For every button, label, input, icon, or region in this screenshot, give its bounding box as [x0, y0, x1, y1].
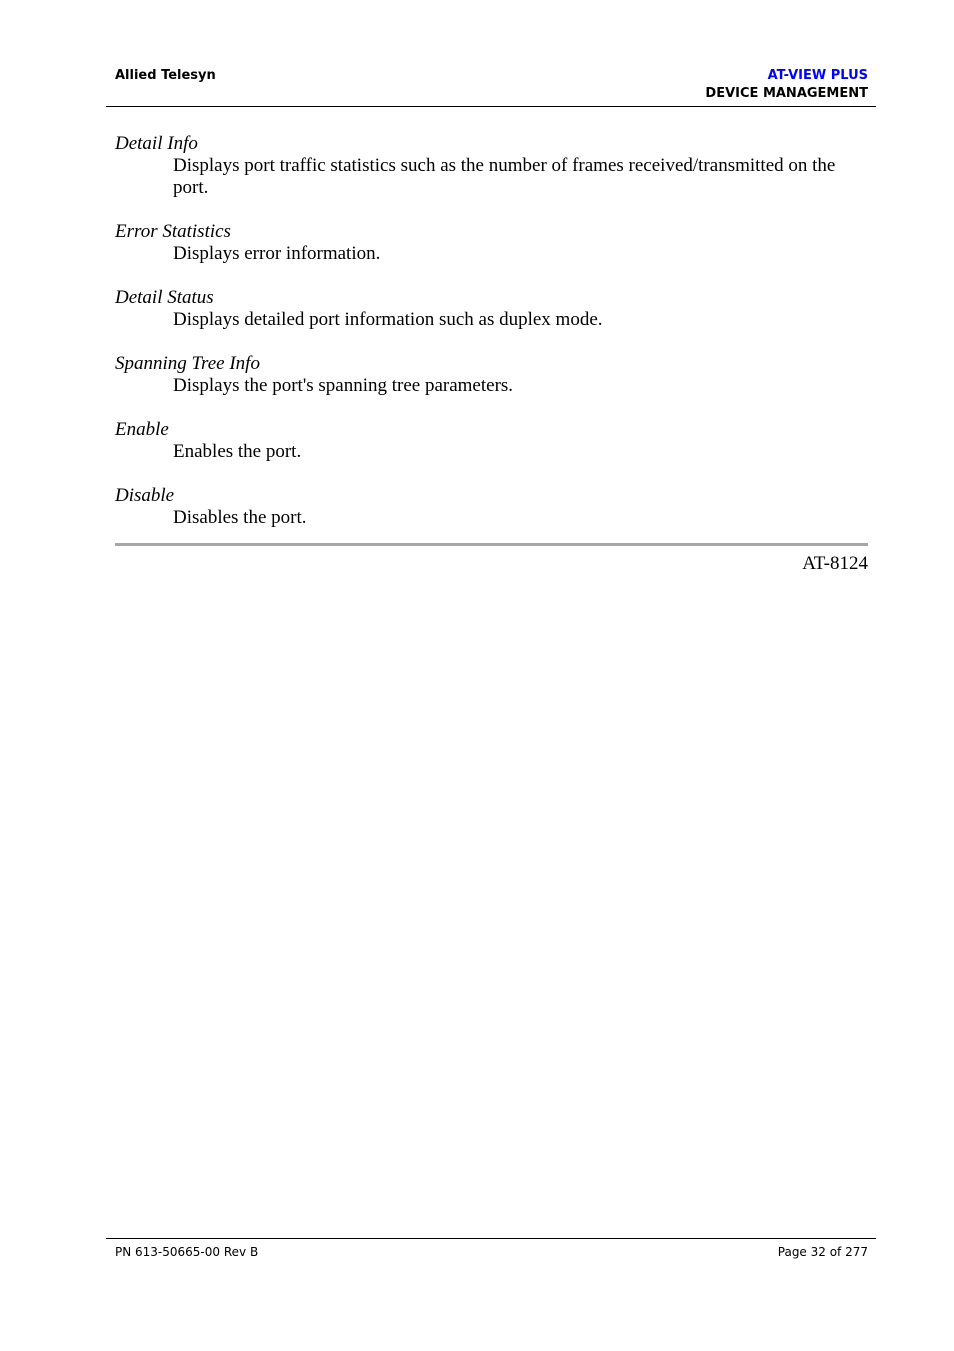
header-product: AT-VIEW PLUS — [767, 68, 868, 83]
definition-entry-enable — [115, 419, 868, 463]
header-title-block — [705, 67, 868, 103]
definition-term: Detail Status — [115, 287, 214, 308]
definition-description: Displays error information. — [173, 243, 381, 264]
footer-page-number: Page 32 of 277 — [777, 1245, 868, 1259]
definition-entry-detail-info — [115, 133, 868, 199]
definition-term: Enable — [115, 419, 169, 440]
footer-divider — [106, 1238, 876, 1239]
header-section: DEVICE MANAGEMENT — [705, 86, 868, 101]
header-company: Allied Telesyn — [115, 68, 216, 83]
definition-description: Enables the port. — [173, 441, 302, 462]
definition-entry-error-statistics — [115, 221, 868, 265]
definition-description: Displays the port's spanning tree parameters. — [173, 375, 514, 396]
definition-term: Disable — [115, 485, 175, 506]
definition-list — [115, 133, 868, 551]
definition-description: Displays port traffic statistics such as the number of frames received/transmitted on the port. — [173, 155, 836, 198]
definition-description: Displays detailed port information such as duplex mode. — [173, 309, 603, 330]
definition-entry-detail-status — [115, 287, 868, 331]
section-end-divider — [115, 543, 868, 546]
definition-term: Detail Info — [115, 133, 198, 154]
definition-description: Disables the port. — [173, 507, 307, 528]
model-label: AT-8124 — [802, 553, 868, 574]
definition-term: Error Statistics — [115, 221, 231, 242]
definition-term: Spanning Tree Info — [115, 353, 260, 374]
header-divider — [106, 106, 876, 107]
footer-part-number: PN 613-50665-00 Rev B — [115, 1245, 259, 1259]
definition-entry-disable — [115, 485, 868, 529]
definition-entry-spanning-tree-info — [115, 353, 868, 397]
